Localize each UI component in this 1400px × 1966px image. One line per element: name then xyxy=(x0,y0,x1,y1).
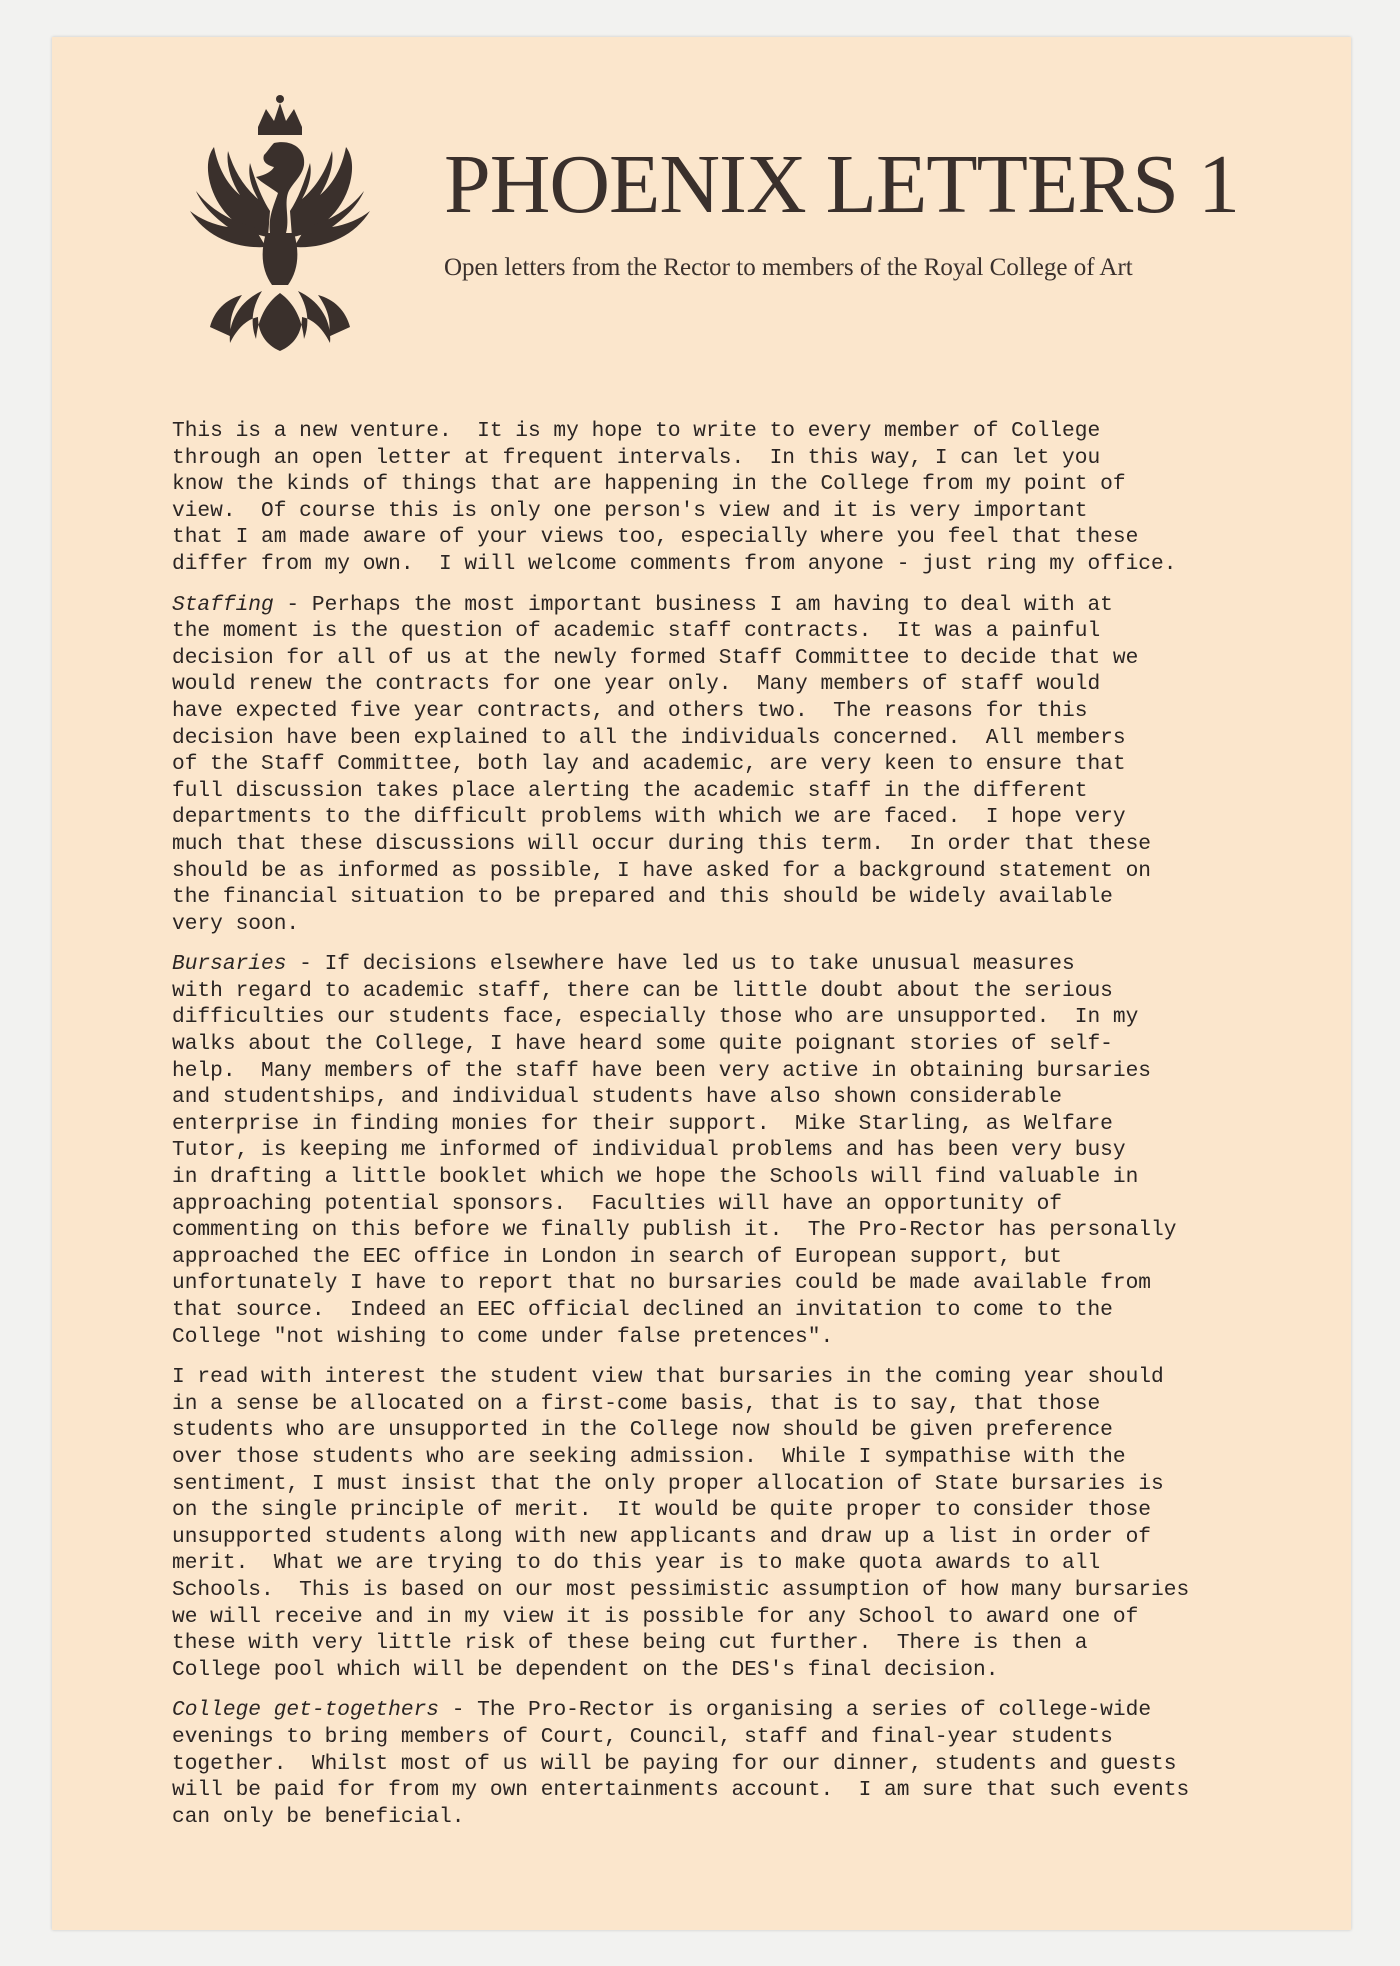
line-text: departments to the difficult problems with which we are faced. I hope very xyxy=(172,805,1126,830)
line-text: unfortunately I have to report that no bursaries could be made available from xyxy=(172,1271,1152,1296)
line-text: differ from my own. I will welcome comments from anyone - just ring my office. xyxy=(172,551,1177,576)
line-text: approached the EEC office in London in search of European support, but xyxy=(172,1244,1063,1269)
text-line xyxy=(172,1804,1252,1831)
line-text: difficulties our students face, especially those who are unsupported. In my xyxy=(172,1005,1139,1030)
line-text: College "not wishing to come under false pretences". xyxy=(172,1324,834,1349)
text-line xyxy=(172,1604,1252,1631)
letter-page xyxy=(52,37,1351,1930)
text-line xyxy=(172,1364,1252,1391)
section-heading: Staffing xyxy=(172,592,274,617)
text-line xyxy=(172,418,1252,445)
text-line xyxy=(172,618,1252,645)
line-text: enterprise in finding monies for their support. Mike Starling, as Welfare xyxy=(172,1111,1113,1136)
line-text: should be as informed as possible, I have asked for a background statement on xyxy=(172,858,1152,883)
line-text: can only be beneficial. xyxy=(172,1804,465,1829)
text-line xyxy=(172,1058,1252,1085)
paragraph xyxy=(172,1364,1252,1683)
line-text: the moment is the question of academic staff contracts. It was a painful xyxy=(172,619,1101,644)
line-text: merit. What we are trying to do this year is to make quota awards to all xyxy=(172,1551,1101,1576)
text-line xyxy=(172,1217,1252,1244)
line-text: unsupported students along with new applicants and draw up a list in order of xyxy=(172,1524,1152,1549)
line-text: have expected five year contracts, and others two. The reasons for this xyxy=(172,698,1088,723)
text-line xyxy=(172,471,1252,498)
line-text: much that these discussions will occur during this term. In order that these xyxy=(172,831,1152,856)
text-line xyxy=(172,978,1252,1005)
text-line xyxy=(172,1297,1252,1324)
line-text: I read with interest the student view that bursaries in the coming year should xyxy=(172,1365,1164,1390)
text-line xyxy=(172,445,1252,472)
text-line xyxy=(172,1630,1252,1657)
line-text: and studentships, and individual students have also shown considerable xyxy=(172,1085,1063,1110)
text-line xyxy=(172,1270,1252,1297)
line-text: This is a new venture. It is my hope to write to every member of College xyxy=(172,419,1101,443)
line-text: we will receive and in my view it is possible for any School to award one of xyxy=(172,1604,1139,1629)
text-line xyxy=(172,831,1252,858)
text-line xyxy=(172,1524,1252,1551)
text-line xyxy=(172,911,1252,938)
line-text: these with very little risk of these being cut further. There is then a xyxy=(172,1631,1088,1656)
line-text: - The Pro-Rector is organising a series of college-wide xyxy=(439,1698,1152,1723)
text-line xyxy=(172,778,1252,805)
line-text: decision for all of us at the newly formed Staff Committee to decide that we xyxy=(172,645,1139,670)
masthead-subtitle: Open letters from the Rector to members of the Royal College of Art xyxy=(444,254,1133,281)
line-text: that I am made aware of your views too, especially where you feel that these xyxy=(172,525,1139,550)
paragraph xyxy=(172,592,1252,938)
text-line xyxy=(172,698,1252,725)
text-line xyxy=(172,1111,1252,1138)
text-line xyxy=(172,804,1252,831)
line-text: know the kinds of things that are happening in the College from my point of xyxy=(172,472,1126,497)
text-line xyxy=(172,1724,1252,1751)
line-text: Schools. This is based on our most pessimistic assumption of how many bursaries xyxy=(172,1577,1190,1602)
text-line xyxy=(172,1084,1252,1111)
line-text: with regard to academic staff, there can be little doubt about the serious xyxy=(172,978,1113,1003)
line-text: full discussion takes place alerting the academic staff in the different xyxy=(172,778,1088,803)
line-text: College pool which will be dependent on the DES's final decision. xyxy=(172,1657,999,1682)
line-text: over those students who are seeking admission. While I sympathise with the xyxy=(172,1444,1126,1469)
text-line xyxy=(172,1577,1252,1604)
text-line xyxy=(172,1444,1252,1471)
line-text: sentiment, I must insist that the only proper allocation of State bursaries is xyxy=(172,1471,1164,1496)
text-line xyxy=(172,1497,1252,1524)
text-line xyxy=(172,725,1252,752)
line-text: decision have been explained to all the individuals concerned. All members xyxy=(172,725,1126,750)
line-text: the financial situation to be prepared and this should be widely available xyxy=(172,885,1113,910)
text-line xyxy=(172,524,1252,551)
line-text: very soon. xyxy=(172,911,300,936)
line-text: - Perhaps the most important business I am having to deal with at xyxy=(273,592,1113,617)
line-text: approaching potential sponsors. Faculties will have an opportunity of xyxy=(172,1191,1063,1216)
text-line xyxy=(172,671,1252,698)
line-text: in a sense be allocated on a first-come basis, that is to say, that those xyxy=(172,1391,1101,1416)
section-heading: Bursaries xyxy=(172,952,287,977)
text-line xyxy=(172,1191,1252,1218)
line-text: students who are unsupported in the College now should be given preference xyxy=(172,1418,1113,1443)
text-line xyxy=(172,645,1252,672)
line-text: that source. Indeed an EEC official declined an invitation to come to the xyxy=(172,1298,1113,1322)
text-line xyxy=(172,1031,1252,1058)
text-line xyxy=(172,1657,1252,1684)
line-text: Tutor, is keeping me informed of individual problems and has been very busy xyxy=(172,1138,1126,1163)
paragraph xyxy=(172,1697,1252,1830)
text-line xyxy=(172,751,1252,778)
text-line xyxy=(172,551,1252,578)
line-text: - If decisions elsewhere have led us to take unusual measures xyxy=(286,952,1075,977)
line-text: through an open letter at frequent intervals. In this way, I can let you xyxy=(172,445,1101,470)
line-text: of the Staff Committee, both lay and academic, are very keen to ensure that xyxy=(172,752,1126,777)
masthead-title: PHOENIX LETTERS 1 xyxy=(444,138,1239,231)
text-line xyxy=(172,1697,1252,1724)
text-line xyxy=(172,1751,1252,1778)
text-line xyxy=(172,1391,1252,1418)
text-line xyxy=(172,1777,1252,1804)
line-text: evenings to bring members of Court, Council, staff and final-year students xyxy=(172,1724,1113,1749)
text-line xyxy=(172,1164,1252,1191)
text-line xyxy=(172,1417,1252,1444)
text-line xyxy=(172,858,1252,885)
line-text: in drafting a little booklet which we hope the Schools will find valuable in xyxy=(172,1165,1139,1190)
text-line xyxy=(172,951,1252,978)
crowned-phoenix-icon xyxy=(170,87,380,355)
text-line xyxy=(172,1004,1252,1031)
letter-body xyxy=(172,418,1252,1844)
line-text: walks about the College, I have heard some quite poignant stories of self- xyxy=(172,1032,1113,1057)
section-heading: College get-togethers xyxy=(172,1698,440,1723)
text-line xyxy=(172,1137,1252,1164)
text-line xyxy=(172,1324,1252,1351)
line-text: on the single principle of merit. It would be quite proper to consider those xyxy=(172,1498,1152,1523)
line-text: will be paid for from my own entertainments account. I am sure that such events xyxy=(172,1778,1190,1803)
text-line xyxy=(172,1244,1252,1271)
text-line xyxy=(172,884,1252,911)
text-line xyxy=(172,592,1252,619)
text-line xyxy=(172,1471,1252,1498)
paragraph xyxy=(172,951,1252,1350)
line-text: would renew the contracts for one year only. Many members of staff would xyxy=(172,672,1101,697)
paragraph xyxy=(172,418,1252,578)
text-line xyxy=(172,498,1252,525)
line-text: view. Of course this is only one person's view and it is very important xyxy=(172,498,1088,523)
line-text: together. Whilst most of us will be paying for our dinner, students and guests xyxy=(172,1751,1177,1776)
text-line xyxy=(172,1550,1252,1577)
line-text: help. Many members of the staff have been very active in obtaining bursaries xyxy=(172,1058,1152,1083)
line-text: commenting on this before we finally publish it. The Pro-Rector has personally xyxy=(172,1218,1177,1243)
